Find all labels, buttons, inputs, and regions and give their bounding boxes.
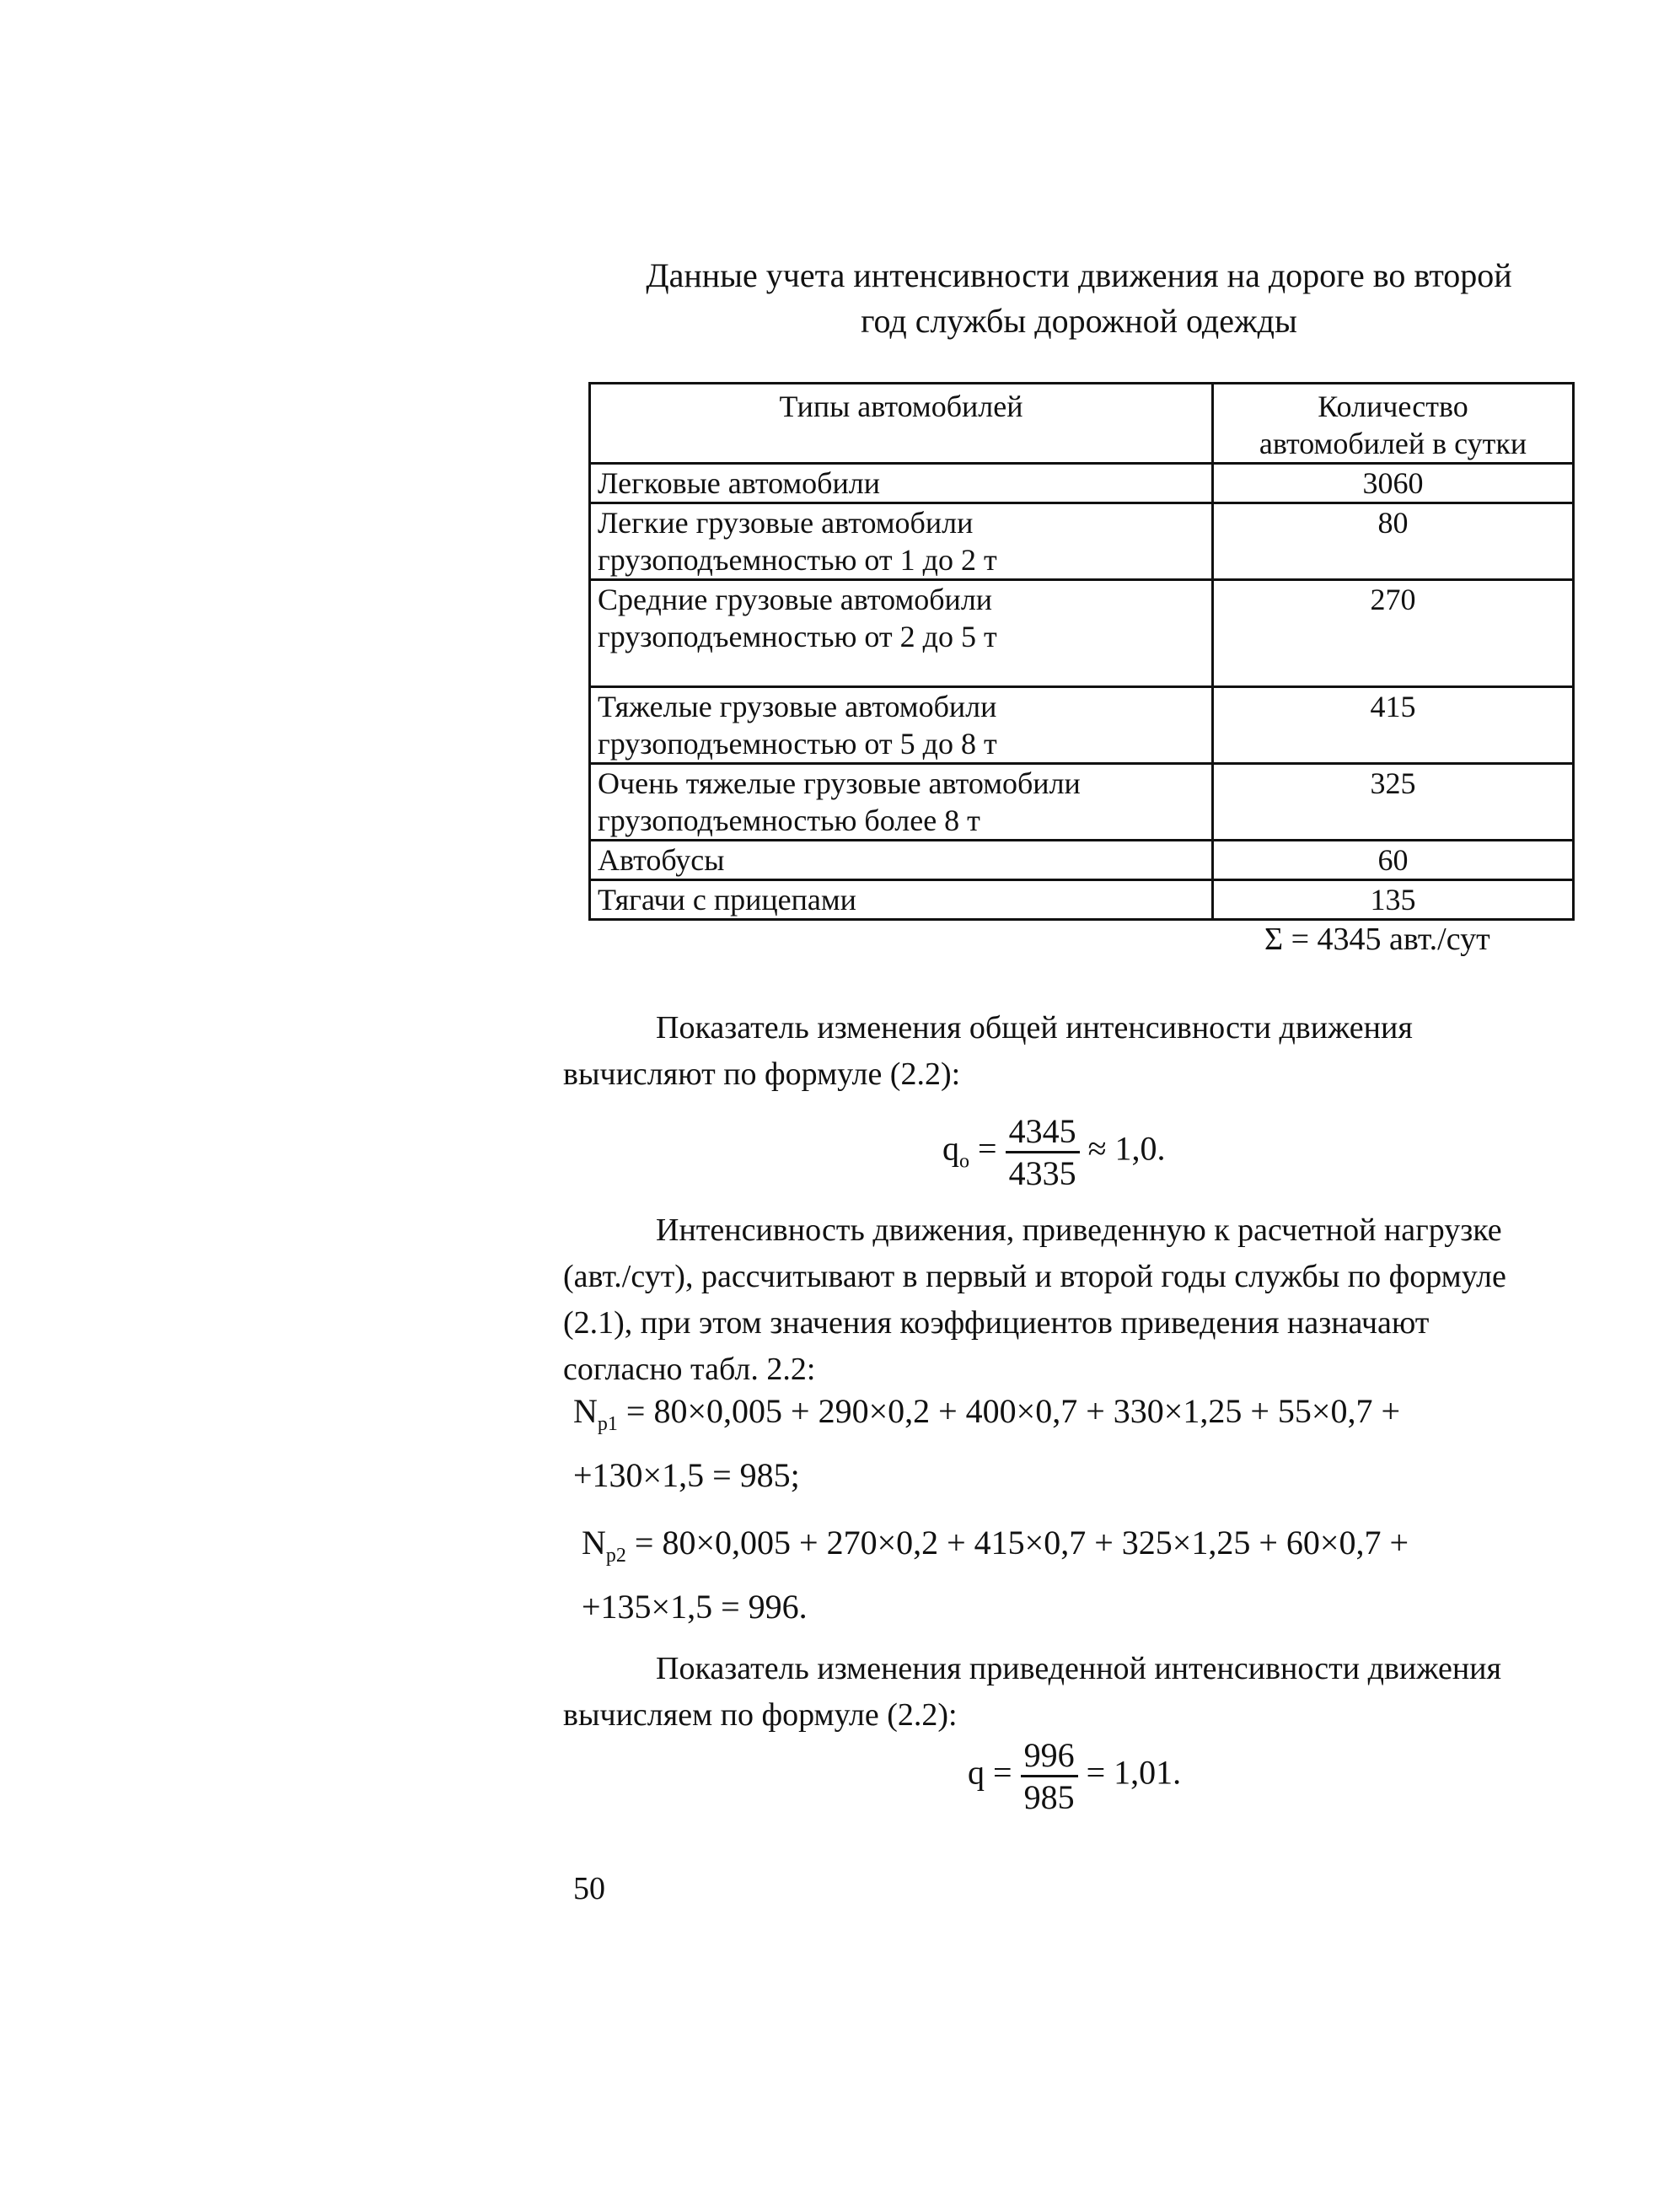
vehicle-type-line-1: Автобусы [598,843,725,877]
vehicle-count-cell: 3060 [1213,464,1574,503]
formula-np2-line-2: +135×1,5 = 996. [582,1588,808,1626]
table-row [590,464,1574,503]
paragraph-line-2: вычисляем по формуле (2.2): [563,1697,958,1733]
table-sum: Σ = 4345 авт./сут [1264,922,1490,957]
fraction [1021,1735,1078,1817]
formula-lhs: q [968,1753,985,1792]
table-title-line-2: год службы дорожной одежды [861,302,1297,340]
formula-result: ≈ 1,0. [1087,1129,1166,1168]
table-row [590,880,1574,920]
paragraph-line-1: Показатель изменения приведенной интенсивности движения [656,1651,1501,1686]
table-row [590,580,1574,687]
formula-lhs: N [573,1392,598,1430]
paragraph-general-index [563,1005,1596,1098]
table-row [590,503,1574,580]
vehicle-type-line-2: грузоподъемностью от 5 до 8 т [598,727,997,761]
formula-lhs-subscript: p1 [597,1413,618,1435]
vehicle-type-line-1: Легкие грузовые автомобили [598,506,974,540]
vehicle-type-cell [590,580,1213,687]
formula-np1-line-2: +130×1,5 = 985; [573,1456,800,1494]
paragraph-reduced-intensity [563,1207,1596,1393]
formula-np2-line-1 [582,1523,1409,1567]
vehicle-count-cell: 80 [1213,503,1574,580]
header-count-line-2: автомобилей в сутки [1259,427,1527,460]
paragraph-line-2: (авт./сут), рассчитывают в первый и второй годы службы по формуле [563,1259,1506,1294]
vehicle-type-line-2: грузоподъемностью от 2 до 5 т [598,620,997,653]
formula-equals: = [993,1753,1012,1792]
vehicle-count-cell: 270 [1213,580,1574,687]
header-vehicle-count [1213,384,1574,464]
vehicle-type-cell [590,880,1213,920]
vehicle-type-cell [590,841,1213,880]
vehicle-type-line-1: Тяжелые грузовые автомобили [598,690,997,723]
paragraph-line-1: Интенсивность движения, приведенную к расчетной нагрузке [656,1212,1502,1248]
vehicle-type-cell [590,464,1213,503]
paragraph-line-1: Показатель изменения общей интенсивности движения [656,1010,1413,1046]
formula-q0 [942,1111,1166,1193]
paragraph-line-4: согласно табл. 2.2: [563,1352,816,1387]
header-count-line-1: Количество [1318,390,1468,423]
fraction-denominator: 985 [1023,1778,1075,1816]
formula-lhs: N [582,1524,606,1562]
vehicle-count-cell: 60 [1213,841,1574,880]
page-number: 50 [573,1871,605,1906]
table-row [590,764,1574,841]
vehicle-type-cell [590,687,1213,764]
vehicle-type-cell [590,764,1213,841]
fraction [1006,1111,1080,1193]
fraction-denominator: 4335 [1008,1154,1076,1192]
table-title [590,253,1568,344]
vehicle-type-line-1: Очень тяжелые грузовые автомобили [598,766,1081,800]
vehicle-type-line-2: грузоподъемностью от 1 до 2 т [598,543,997,577]
formula-lhs-subscript: p2 [605,1545,626,1567]
vehicle-type-line-1: Средние грузовые автомобили [598,583,993,616]
table-title-line-1: Данные учета интенсивности движения на дороге во второй [646,256,1512,294]
header-vehicle-type: Типы автомобилей [590,384,1213,464]
vehicle-count-cell: 415 [1213,687,1574,764]
fraction-numerator: 996 [1021,1735,1078,1777]
formula-expression: = 80×0,005 + 290×0,2 + 400×0,7 + 330×1,25 + 55×0,7 + [625,1392,1401,1430]
vehicle-count-cell: 325 [1213,764,1574,841]
formula-result: = 1,01. [1086,1753,1182,1792]
formula-np1-line-1 [573,1391,1400,1436]
vehicle-count-cell: 135 [1213,880,1574,920]
formula-lhs: q [942,1129,959,1168]
table-row [590,841,1574,880]
vehicle-type-cell [590,503,1213,580]
formula-lhs-subscript: o [959,1150,969,1173]
vehicle-type-line-2: грузоподъемностью более 8 т [598,804,980,837]
vehicle-type-line-1: Легковые автомобили [598,466,880,500]
formula-expression: = 80×0,005 + 270×0,2 + 415×0,7 + 325×1,25 + 60×0,7 + [634,1524,1409,1562]
fraction-numerator: 4345 [1006,1111,1080,1153]
paragraph-reduced-index [563,1646,1596,1739]
vehicle-type-line-1: Тягачи с прицепами [598,883,856,917]
formula-equals: = [978,1129,997,1168]
paragraph-line-3: (2.1), при этом значения коэффициентов приведения назначают [563,1305,1430,1341]
table-header-row [590,384,1574,464]
paragraph-line-2: вычисляют по формуле (2.2): [563,1056,961,1092]
traffic-table [588,382,1575,921]
table-row [590,687,1574,764]
formula-q [968,1735,1181,1817]
